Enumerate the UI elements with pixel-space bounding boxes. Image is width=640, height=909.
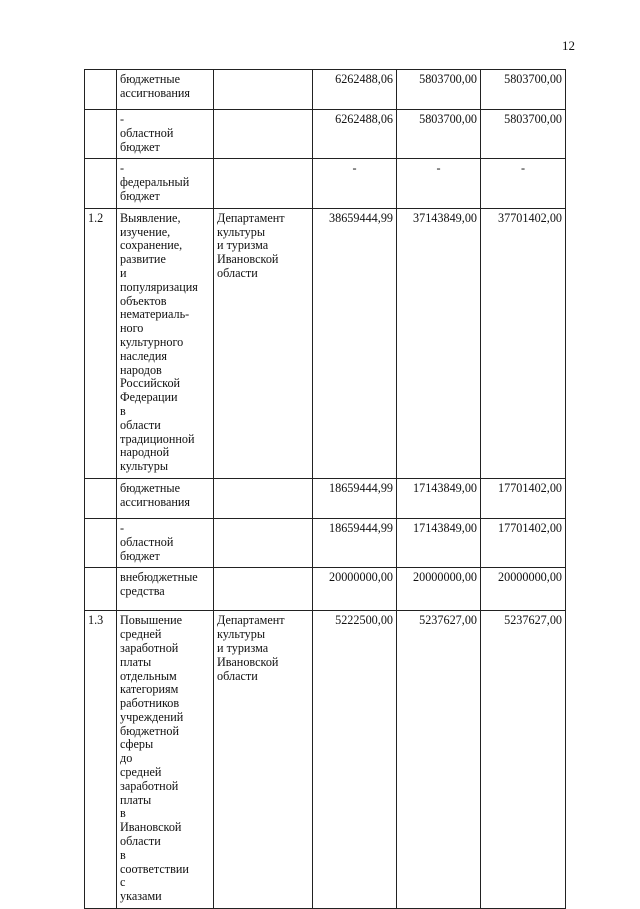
cell-line: объектов [120, 293, 167, 308]
cell-line: Выявление, [120, 210, 181, 225]
executor-cell [214, 208, 313, 478]
cell-line: развитие и [120, 252, 166, 280]
table-row [85, 568, 566, 611]
cell-line: Департамент [217, 210, 285, 225]
cell-line: народной [120, 445, 170, 460]
table-row [85, 110, 566, 159]
item-name-cell [117, 70, 214, 110]
cell-line: - федеральный [120, 161, 190, 190]
item-name-cell [117, 568, 214, 611]
amount-cell-year-1: 6262488,06 [313, 110, 397, 159]
amount-cell-year-1: 18659444,99 [313, 518, 397, 567]
amount-cell-year-1: 6262488,06 [313, 70, 397, 110]
cell-line: заработной [120, 778, 179, 793]
cell-line: соответствии с [120, 861, 189, 890]
cell-line: внебюджетные [120, 570, 198, 585]
cell-line: - областной [120, 112, 174, 140]
cell-line: - областной [120, 520, 174, 549]
amount-cell-year-3: 17701402,00 [481, 478, 566, 518]
executor-cell [214, 478, 313, 518]
amount-cell-year-3: 20000000,00 [481, 568, 566, 611]
cell-line: ного [120, 321, 144, 336]
row-number-cell [85, 568, 117, 611]
cell-line: Повышение [120, 613, 183, 628]
table-row [85, 70, 566, 110]
cell-line: Федерации в [120, 390, 178, 418]
amount-cell-year-1: 20000000,00 [313, 568, 397, 611]
amount-cell-year-3: 5803700,00 [481, 70, 566, 110]
amount-cell-year-3: 37701402,00 [481, 208, 566, 478]
cell-line: заработной [120, 640, 179, 655]
cell-line: платы [120, 654, 152, 669]
amount-cell-year-2: 17143849,00 [397, 518, 481, 567]
row-number-cell [85, 70, 117, 110]
amount-cell-year-1: 5222500,00 [313, 611, 397, 909]
cell-line: Ивановской [217, 654, 279, 669]
cell-line: народов [120, 362, 162, 377]
cell-line: изучение, [120, 224, 171, 239]
amount-cell-year-2: 37143849,00 [397, 208, 481, 478]
amount-cell-year-3: - [481, 159, 566, 208]
amount-cell-year-1: - [313, 159, 397, 208]
cell-line: популяризация [120, 279, 198, 294]
cell-line: и туризма [217, 238, 269, 253]
amount-cell-year-3: 17701402,00 [481, 518, 566, 567]
row-number-cell [85, 159, 117, 208]
executor-cell [214, 159, 313, 208]
executor-cell [214, 611, 313, 909]
cell-line: учреждений [120, 709, 184, 724]
row-number-cell [85, 110, 117, 159]
cell-line: средней [120, 627, 162, 642]
cell-line: средней [120, 765, 162, 780]
table-row [85, 518, 566, 567]
cell-line: области в [120, 834, 161, 862]
cell-line: области [217, 265, 258, 280]
amount-cell-year-3: 5803700,00 [481, 110, 566, 159]
budget-table [84, 69, 566, 909]
executor-cell [214, 110, 313, 159]
amount-cell-year-2: 20000000,00 [397, 568, 481, 611]
cell-line: Ивановской [217, 252, 279, 267]
executor-cell [214, 568, 313, 611]
table-body [85, 70, 566, 909]
cell-line: области [120, 417, 161, 432]
cell-line: бюджет [120, 188, 160, 203]
executor-cell [214, 70, 313, 110]
cell-line: сохранение, [120, 238, 183, 253]
cell-line: сферы до [120, 737, 154, 766]
cell-line: бюджетной [120, 723, 180, 738]
cell-line: традиционной [120, 431, 195, 446]
item-name-cell [117, 611, 214, 909]
amount-cell-year-1: 38659444,99 [313, 208, 397, 478]
cell-line: отдельным [120, 668, 177, 683]
cell-line: бюджетные [120, 480, 181, 495]
cell-line: платы в [120, 792, 152, 821]
cell-line: наследия [120, 348, 168, 363]
amount-cell-year-2: 5237627,00 [397, 611, 481, 909]
cell-line: бюджет [120, 548, 160, 563]
item-name-cell [117, 159, 214, 208]
cell-line: культуры [120, 459, 169, 474]
amount-cell-year-2: 5803700,00 [397, 70, 481, 110]
item-name-cell [117, 518, 214, 567]
cell-line: культуры [217, 627, 266, 642]
cell-line: Российской [120, 376, 181, 391]
cell-line: указами [120, 889, 162, 904]
cell-line: средства [120, 584, 165, 599]
cell-line: бюджетные [120, 72, 181, 86]
table-row [85, 159, 566, 208]
cell-line: бюджет [120, 139, 160, 154]
amount-cell-year-2: 5803700,00 [397, 110, 481, 159]
cell-line: Ивановской [120, 820, 182, 835]
table-row [85, 208, 566, 478]
amount-cell-year-2: 17143849,00 [397, 478, 481, 518]
cell-line: культуры [217, 224, 266, 239]
amount-cell-year-1: 18659444,99 [313, 478, 397, 518]
cell-line: культурного [120, 334, 184, 349]
item-name-cell [117, 208, 214, 478]
cell-line: Департамент [217, 613, 285, 628]
row-number-cell: 1.3 [85, 611, 117, 909]
cell-line: нематериаль- [120, 307, 190, 322]
page-number: 12 [562, 38, 575, 53]
cell-line: области [217, 668, 258, 683]
cell-line: категориям [120, 682, 179, 697]
cell-line: ассигнования [120, 85, 191, 100]
amount-cell-year-3: 5237627,00 [481, 611, 566, 909]
item-name-cell [117, 110, 214, 159]
row-number-cell: 1.2 [85, 208, 117, 478]
row-number-cell [85, 478, 117, 518]
cell-line: ассигнования [120, 494, 191, 509]
item-name-cell [117, 478, 214, 518]
executor-cell [214, 518, 313, 567]
cell-line: и туризма [217, 640, 269, 655]
cell-line: работников [120, 696, 180, 711]
table-row [85, 611, 566, 909]
table-row [85, 478, 566, 518]
amount-cell-year-2: - [397, 159, 481, 208]
row-number-cell [85, 518, 117, 567]
